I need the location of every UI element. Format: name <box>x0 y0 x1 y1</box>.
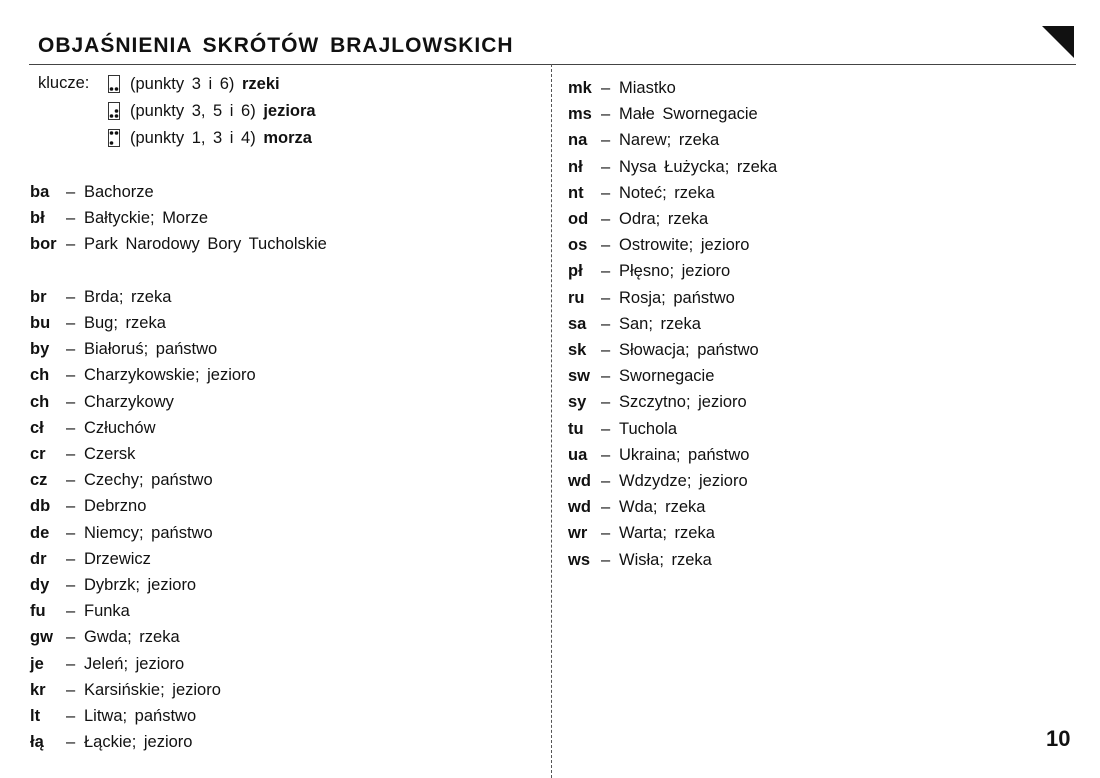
list-item <box>30 417 156 439</box>
entry-description: Narew; rzeka <box>619 130 720 149</box>
entry-abbreviation: pł <box>568 261 583 280</box>
entry-abbreviation: bu <box>30 313 51 332</box>
list-item <box>30 364 256 386</box>
list-item <box>568 418 677 440</box>
list-item <box>30 653 184 675</box>
entry-abbreviation: ws <box>568 550 591 569</box>
entry-abbreviation: dr <box>30 549 47 568</box>
entry-description: Karsińskie; jezioro <box>84 680 221 699</box>
list-item <box>568 313 701 335</box>
entry-description: Łąckie; jezioro <box>84 732 193 751</box>
list-item <box>30 233 327 255</box>
entry-dash: – <box>601 366 611 385</box>
entry-abbreviation: ch <box>30 392 50 411</box>
entry-description: Rosja; państwo <box>619 288 735 307</box>
entry-description: Słowacja; państwo <box>619 340 759 359</box>
entry-description: Wda; rzeka <box>619 497 706 516</box>
entry-abbreviation: łą <box>30 732 44 751</box>
entry-dash: – <box>601 288 611 307</box>
key-name: jeziora <box>263 101 316 120</box>
entry-dash: – <box>601 497 611 516</box>
entry-description: Swornegacie <box>619 366 715 385</box>
entry-description: Noteć; rzeka <box>619 183 715 202</box>
entry-abbreviation: wd <box>568 471 591 490</box>
list-item <box>568 549 712 571</box>
braille-cell-icon <box>108 75 120 93</box>
entry-description: Czechy; państwo <box>84 470 213 489</box>
keys-label: klucze: <box>38 74 90 92</box>
entry-dash: – <box>601 235 611 254</box>
entry-description: Bachorze <box>84 182 154 201</box>
entry-dash: – <box>66 732 76 751</box>
list-item <box>568 129 719 151</box>
entry-abbreviation: ru <box>568 288 585 307</box>
entry-dash: – <box>601 340 611 359</box>
entry-description: Dybrzk; jezioro <box>84 575 197 594</box>
list-item <box>568 260 730 282</box>
list-item <box>30 286 171 308</box>
entry-dash: – <box>66 706 76 725</box>
list-item <box>30 338 217 360</box>
list-item <box>568 339 759 361</box>
entry-abbreviation: ms <box>568 104 592 123</box>
entry-description: Jeleń; jezioro <box>84 654 185 673</box>
entry-description: Wisła; rzeka <box>619 550 712 569</box>
entry-description: Miastko <box>619 78 676 97</box>
entry-description: Człuchów <box>84 418 156 437</box>
entry-dash: – <box>601 392 611 411</box>
list-item <box>30 548 151 570</box>
entry-abbreviation: sk <box>568 340 587 359</box>
entry-dash: – <box>601 314 611 333</box>
list-item <box>30 469 213 491</box>
entry-dash: – <box>66 339 76 358</box>
entry-dash: – <box>66 575 76 594</box>
entry-description: Debrzno <box>84 496 147 515</box>
entry-abbreviation: je <box>30 654 44 673</box>
entry-description: Niemcy; państwo <box>84 523 213 542</box>
entry-dash: – <box>66 680 76 699</box>
entry-dash: – <box>66 549 76 568</box>
header-rule <box>29 64 1076 65</box>
braille-cell-icon <box>108 102 120 120</box>
entry-abbreviation: br <box>30 287 47 306</box>
entry-abbreviation: nł <box>568 157 583 176</box>
list-item <box>30 600 130 622</box>
entry-description: Szczytno; jezioro <box>619 392 747 411</box>
entry-dash: – <box>66 654 76 673</box>
entry-abbreviation: cr <box>30 444 46 463</box>
entry-description: Wdzydze; jezioro <box>619 471 748 490</box>
entry-abbreviation: by <box>30 339 50 358</box>
entry-description: Drzewicz <box>84 549 151 568</box>
list-item <box>568 77 676 99</box>
entry-abbreviation: dy <box>30 575 50 594</box>
entry-dash: – <box>601 209 611 228</box>
key-description <box>130 75 280 94</box>
entry-dash: – <box>66 234 76 253</box>
entry-dash: – <box>601 445 611 464</box>
entry-dash: – <box>66 470 76 489</box>
key-description <box>130 102 316 121</box>
entry-description: Nysa Łużycka; rzeka <box>619 157 778 176</box>
entry-dash: – <box>601 104 611 123</box>
key-name: rzeki <box>241 74 280 93</box>
list-item <box>30 312 166 334</box>
entry-dash: – <box>601 419 611 438</box>
entry-description: Czersk <box>84 444 136 463</box>
entry-dash: – <box>601 183 611 202</box>
list-item <box>568 365 714 387</box>
entry-dash: – <box>66 287 76 306</box>
list-item <box>568 496 705 518</box>
corner-triangle-icon <box>1042 26 1074 58</box>
entry-dash: – <box>601 523 611 542</box>
entry-abbreviation: kr <box>30 680 46 699</box>
list-item <box>568 287 735 309</box>
page-title: OBJAŚNIENIA SKRÓTÓW BRAJLOWSKICH <box>38 34 514 57</box>
list-item <box>30 181 154 203</box>
list-item <box>30 705 196 727</box>
entry-dash: – <box>601 550 611 569</box>
entry-abbreviation: gw <box>30 627 53 646</box>
entry-description: Warta; rzeka <box>619 523 715 542</box>
entry-dash: – <box>601 130 611 149</box>
entry-description: Płęsno; jezioro <box>619 261 731 280</box>
entry-abbreviation: ua <box>568 445 588 464</box>
entry-abbreviation: lt <box>30 706 41 725</box>
entry-description: Ukraina; państwo <box>619 445 750 464</box>
list-item <box>30 522 213 544</box>
entry-abbreviation: ba <box>30 182 50 201</box>
entry-dash: – <box>66 496 76 515</box>
entry-description: Białoruś; państwo <box>84 339 218 358</box>
entry-dash: – <box>601 261 611 280</box>
entry-description: Funka <box>84 601 130 620</box>
entry-description: Bug; rzeka <box>84 313 166 332</box>
entry-abbreviation: nt <box>568 183 584 202</box>
entry-abbreviation: cł <box>30 418 44 437</box>
key-dots: (punkty 3, 5 i 6) <box>130 101 256 120</box>
key-description <box>130 129 312 148</box>
entry-abbreviation: os <box>568 235 588 254</box>
entry-description: Ostrowite; jezioro <box>619 235 750 254</box>
page-number: 10 <box>1046 726 1071 751</box>
entry-dash: – <box>66 208 76 227</box>
entry-description: Park Narodowy Bory Tucholskie <box>84 234 327 253</box>
entry-description: Bałtyckie; Morze <box>84 208 209 227</box>
list-item <box>30 207 208 229</box>
column-divider <box>551 64 552 778</box>
entry-abbreviation: sa <box>568 314 587 333</box>
entry-description: Charzykowy <box>84 392 174 411</box>
entry-abbreviation: db <box>30 496 51 515</box>
key-row-seas <box>108 127 312 149</box>
entry-dash: – <box>601 157 611 176</box>
key-dots: (punkty 3 i 6) <box>130 74 235 93</box>
entry-dash: – <box>66 392 76 411</box>
entry-abbreviation: sw <box>568 366 591 385</box>
entry-abbreviation: sy <box>568 392 587 411</box>
entry-dash: – <box>66 182 76 201</box>
list-item <box>568 522 715 544</box>
list-item <box>568 470 748 492</box>
list-item <box>568 234 749 256</box>
entry-abbreviation: na <box>568 130 588 149</box>
list-item <box>568 182 715 204</box>
entry-abbreviation: bł <box>30 208 45 227</box>
entry-description: Charzykowskie; jezioro <box>84 365 256 384</box>
entry-description: Litwa; państwo <box>84 706 197 725</box>
entry-abbreviation: de <box>30 523 50 542</box>
key-row-rivers <box>108 73 280 95</box>
key-row-lakes <box>108 100 316 122</box>
entry-dash: – <box>66 601 76 620</box>
entry-dash: – <box>66 365 76 384</box>
entry-abbreviation: wd <box>568 497 591 516</box>
list-item <box>30 391 174 413</box>
entry-dash: – <box>601 471 611 490</box>
entry-abbreviation: fu <box>30 601 46 620</box>
entry-dash: – <box>66 444 76 463</box>
entry-description: Małe Swornegacie <box>619 104 758 123</box>
list-item <box>30 679 221 701</box>
entry-description: San; rzeka <box>619 314 701 333</box>
entry-dash: – <box>66 627 76 646</box>
list-item <box>568 444 749 466</box>
entry-abbreviation: od <box>568 209 589 228</box>
key-dots: (punkty 1, 3 i 4) <box>130 128 256 147</box>
entry-abbreviation: cz <box>30 470 48 489</box>
list-item <box>568 208 708 230</box>
list-item <box>30 626 180 648</box>
list-item <box>30 731 192 753</box>
entry-dash: – <box>66 523 76 542</box>
entry-description: Tuchola <box>619 419 678 438</box>
list-item <box>30 495 146 517</box>
entry-description: Odra; rzeka <box>619 209 709 228</box>
entry-abbreviation: tu <box>568 419 584 438</box>
list-item <box>568 103 758 125</box>
list-item <box>30 574 196 596</box>
list-item <box>30 443 135 465</box>
entry-abbreviation: bor <box>30 234 57 253</box>
entry-dash: – <box>66 313 76 332</box>
entry-abbreviation: ch <box>30 365 50 384</box>
key-name: morza <box>263 128 312 147</box>
entry-dash: – <box>66 418 76 437</box>
list-item <box>568 156 777 178</box>
list-item <box>568 391 747 413</box>
entry-abbreviation: wr <box>568 523 588 542</box>
entry-description: Gwda; rzeka <box>84 627 180 646</box>
braille-cell-icon <box>108 129 120 147</box>
entry-description: Brda; rzeka <box>84 287 172 306</box>
entry-dash: – <box>601 78 611 97</box>
entry-abbreviation: mk <box>568 78 592 97</box>
